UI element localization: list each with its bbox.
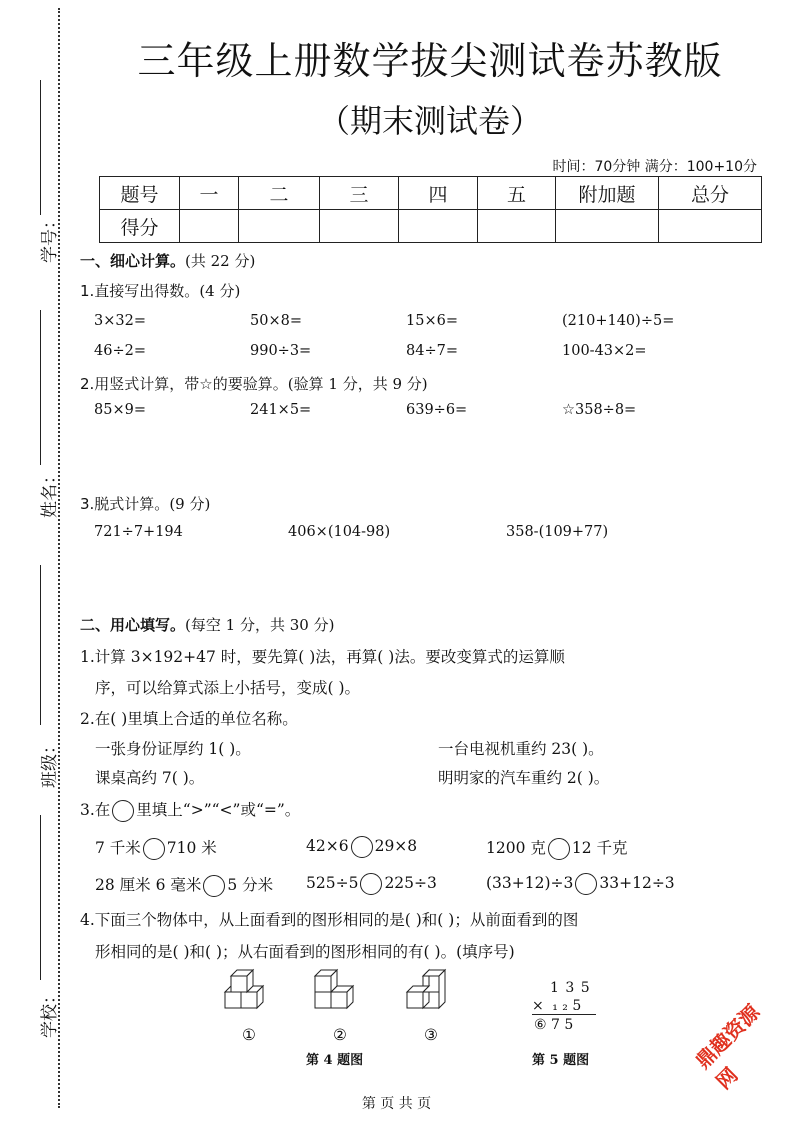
section-1-heading	[80, 250, 255, 271]
figure-5-caption: 第 5 题图	[532, 1053, 590, 1068]
score-cell[interactable]	[556, 210, 659, 243]
compare-circle[interactable]	[351, 836, 373, 858]
q2-2-label: 2.在( )里填上合适的单位名称。	[80, 710, 298, 728]
question-1-1-label	[80, 280, 240, 301]
class-line	[40, 565, 41, 725]
expression: 990÷3=	[250, 343, 312, 359]
compare-left: 1200 克	[486, 839, 546, 857]
table-header-cell: 四	[399, 177, 478, 210]
figure-4-caption: 第 4 题图	[306, 1053, 364, 1068]
score-table-score-row	[100, 210, 762, 243]
section-2-title: 二、用心填写。	[80, 616, 186, 634]
q1-2-text: 2.用竖式计算，带☆的要验算。	[80, 375, 288, 393]
table-header-cell: 三	[320, 177, 399, 210]
q2-3-label-pre: 3.在	[80, 801, 111, 819]
compare-item	[95, 836, 217, 860]
compare-item	[486, 873, 675, 895]
compare-item	[306, 836, 417, 858]
expression: 3×32=	[94, 313, 146, 329]
page-footer: 第 页 共 页	[361, 1096, 432, 1112]
score-cell[interactable]	[478, 210, 556, 243]
compare-circle[interactable]	[575, 873, 597, 895]
section-2-note: (每空 1 分，共 30 分)	[185, 616, 335, 634]
mult-second: ₁ ₂ 5	[552, 998, 582, 1014]
solid-2-icon	[315, 970, 353, 1008]
compare-left: 42×6	[306, 837, 349, 855]
watermark: 鼎趣资源网	[690, 999, 765, 1094]
name-line	[40, 310, 41, 465]
multiplication-figure	[532, 980, 596, 1033]
q1-3-note: (9 分)	[169, 495, 211, 513]
section-1-title: 一、细心计算。	[80, 252, 186, 270]
q2-4-line1: 4.下面三个物体中，从上面看到的图形相同的是( )和( )；从前面看到的图	[80, 911, 579, 929]
table-header-cell: 附加题	[556, 177, 659, 210]
expression: 84÷7=	[406, 343, 458, 359]
mult-operator: ×	[532, 998, 544, 1014]
score-row-label: 得分	[100, 210, 180, 243]
score-cell[interactable]	[659, 210, 762, 243]
school-label: 学校：	[40, 987, 60, 1038]
q2-1-line2: 序，可以给算式添上小括号，变成( )。	[95, 679, 361, 697]
compare-right: 225÷3	[384, 874, 437, 892]
section-2-heading	[80, 614, 334, 635]
compare-right: 33+12÷3	[599, 874, 675, 892]
score-cell[interactable]	[320, 210, 399, 243]
q1-2-note: (验算 1 分，共 9 分)	[287, 375, 428, 393]
compare-left: (33+12)÷3	[486, 874, 574, 892]
compare-circle[interactable]	[203, 875, 225, 897]
q1-1-text: 1.直接写出得数。	[80, 282, 200, 300]
score-cell[interactable]	[239, 210, 320, 243]
page-subtitle: （期末测试卷）	[317, 102, 542, 140]
compare-left: 28 厘米 6 毫米	[95, 876, 202, 894]
compare-circle[interactable]	[143, 838, 165, 860]
solid-1-icon	[225, 970, 263, 1008]
q2-1-line1: 1.计算 3×192+47 时，要先算( )法，再算( )法。要改变算式的运算顺	[80, 648, 565, 666]
q2-2-item: 一张身份证厚约 1( )。	[95, 740, 251, 758]
mult-top: 1 3 5	[550, 980, 591, 996]
expression: 721÷7+194	[94, 524, 183, 540]
binding-dashed-line	[58, 8, 60, 1108]
student-id-label: 学号：	[40, 212, 60, 263]
q2-3-label-post: 里填上“>”“<”或“=”。	[136, 801, 301, 819]
compare-right: 5 分米	[227, 876, 274, 894]
figure-label: ①	[242, 1026, 256, 1044]
section-1-note: (共 22 分)	[185, 252, 256, 270]
figure-label: ③	[424, 1026, 438, 1044]
name-label: 姓名：	[40, 467, 60, 518]
expression: (210+140)÷5=	[562, 313, 675, 329]
expression: 50×8=	[250, 313, 302, 329]
expression: 85×9=	[94, 402, 146, 418]
q2-2-item: 课桌高约 7( )。	[95, 769, 205, 787]
score-table	[99, 176, 762, 243]
q2-3-label	[80, 798, 300, 822]
table-header-cell: 总分	[659, 177, 762, 210]
q2-2-item: 明明家的汽车重约 2( )。	[438, 769, 610, 787]
score-table-header-row	[100, 177, 762, 210]
expression: 358-(109+77)	[506, 524, 609, 540]
score-cell[interactable]	[399, 210, 478, 243]
cube-figures	[215, 962, 455, 1022]
compare-left: 525÷5	[306, 874, 359, 892]
question-1-2-label	[80, 373, 428, 394]
table-header-cell: 五	[478, 177, 556, 210]
expression: 46÷2=	[94, 343, 146, 359]
mult-circled-digit: ⑥	[534, 1017, 547, 1033]
compare-item	[95, 873, 273, 897]
table-header-cell: 一	[180, 177, 239, 210]
compare-item	[486, 836, 628, 860]
compare-right: 710 米	[166, 839, 217, 857]
page-title: 三年级上册数学拔尖测试卷苏教版	[137, 39, 723, 83]
table-header-cell: 二	[239, 177, 320, 210]
q2-2-item: 一台电视机重约 23( )。	[438, 740, 604, 758]
expression: 241×5=	[250, 402, 312, 418]
expression: 406×(104-98)	[288, 524, 391, 540]
compare-item	[306, 873, 437, 895]
compare-right: 12 千克	[571, 839, 628, 857]
table-header-cell: 题号	[100, 177, 180, 210]
q1-1-note: (4 分)	[199, 282, 241, 300]
class-label: 班级：	[40, 737, 60, 788]
question-1-3-label	[80, 493, 210, 514]
expression: 15×6=	[406, 313, 458, 329]
compare-circle[interactable]	[360, 873, 382, 895]
q1-3-text: 3.脱式计算。	[80, 495, 170, 513]
figure-label: ②	[333, 1026, 347, 1044]
q2-4-line2: 形相同的是( )和( )；从右面看到的图形相同的有( )。(填序号)	[95, 943, 515, 961]
expression: 100-43×2=	[562, 343, 647, 359]
school-line	[40, 815, 41, 980]
score-cell[interactable]	[180, 210, 239, 243]
compare-left: 7 千米	[95, 839, 141, 857]
expression: 639÷6=	[406, 402, 468, 418]
solid-3-icon	[407, 970, 445, 1008]
compare-circle[interactable]	[548, 838, 570, 860]
blank-circle-icon	[112, 800, 134, 822]
mult-result: 7 5	[551, 1017, 574, 1033]
compare-right: 29×8	[374, 837, 418, 855]
time-info: 时间：70分钟 满分：100+10分	[552, 159, 757, 175]
expression: ☆358÷8=	[562, 402, 637, 418]
